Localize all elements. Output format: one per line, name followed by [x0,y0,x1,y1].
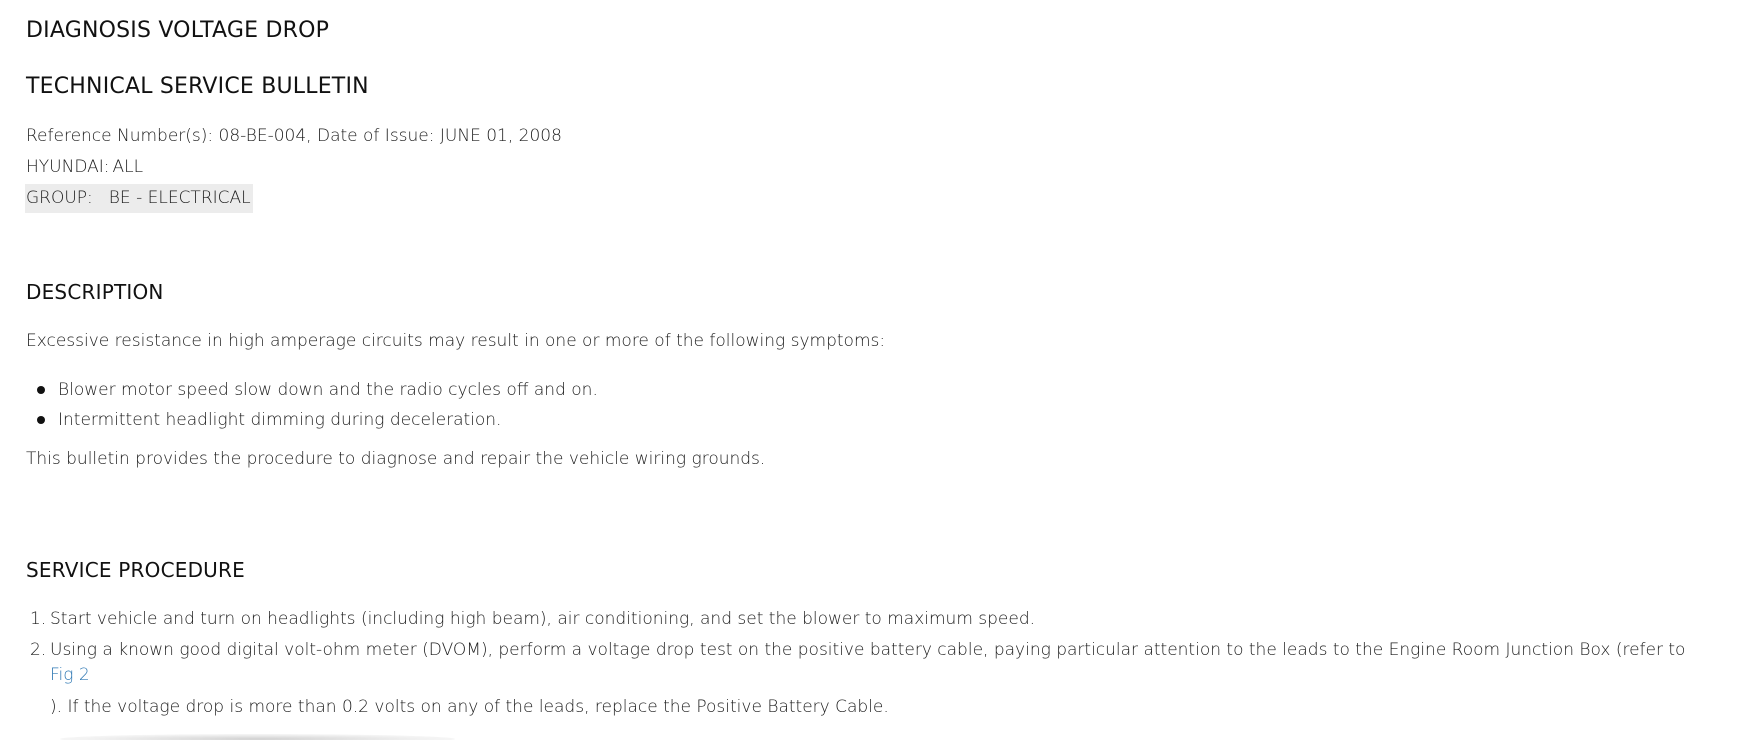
bullet-icon [37,386,45,394]
group-value: BE - ELECTRICAL [108,188,251,208]
step-number: 2. [30,640,47,660]
procedure-heading: SERVICE PROCEDURE [26,558,245,582]
symptom-list [26,378,598,438]
group-line [25,184,253,213]
group-label: GROUP: [26,188,93,208]
reference-line: Reference Number(s): 08-BE-004, Date of Issue: JUNE 01, 2008 [26,126,562,146]
symptom-text: Intermittent headlight dimming during deceleration. [58,410,502,430]
step-number: 1. [30,609,47,629]
procedure-step [26,638,1686,717]
bullet-icon [37,416,45,424]
symptom-text: Blower motor speed slow down and the radio cycles off and on. [58,380,598,400]
step-continuation: ). If the voltage drop is more than 0.2 volts on any of the leads, replace the Positive Battery Cable. [50,697,889,717]
page-subtitle: TECHNICAL SERVICE BULLETIN [26,74,369,99]
list-item [26,408,598,438]
make-line [26,155,143,179]
make-value: ALL [112,157,144,177]
step-text: Using a known good digital volt-ohm meter (DVOM), perform a voltage drop test on the positive battery cable, paying particular attention to the leads to the Engine Room Junction Box (refer to [50,640,1686,660]
procedure-steps [26,607,1686,717]
description-intro: Excessive resistance in high amperage circuits may result in one or more of the following symptoms: [26,331,886,351]
description-summary: This bulletin provides the procedure to diagnose and repair the vehicle wiring grounds. [26,449,766,469]
list-item [26,378,598,408]
page-title: DIAGNOSIS VOLTAGE DROP [26,18,330,43]
step-text: Start vehicle and turn on headlights (including high beam), air conditioning, and set the blower to maximum speed. [50,609,1036,629]
fig-2-link[interactable]: Fig 2 [50,665,90,685]
description-heading: DESCRIPTION [26,280,164,304]
make-label: HYUNDAI: [26,157,110,177]
procedure-step [26,607,1685,638]
figure-edge-shadow [60,734,455,740]
